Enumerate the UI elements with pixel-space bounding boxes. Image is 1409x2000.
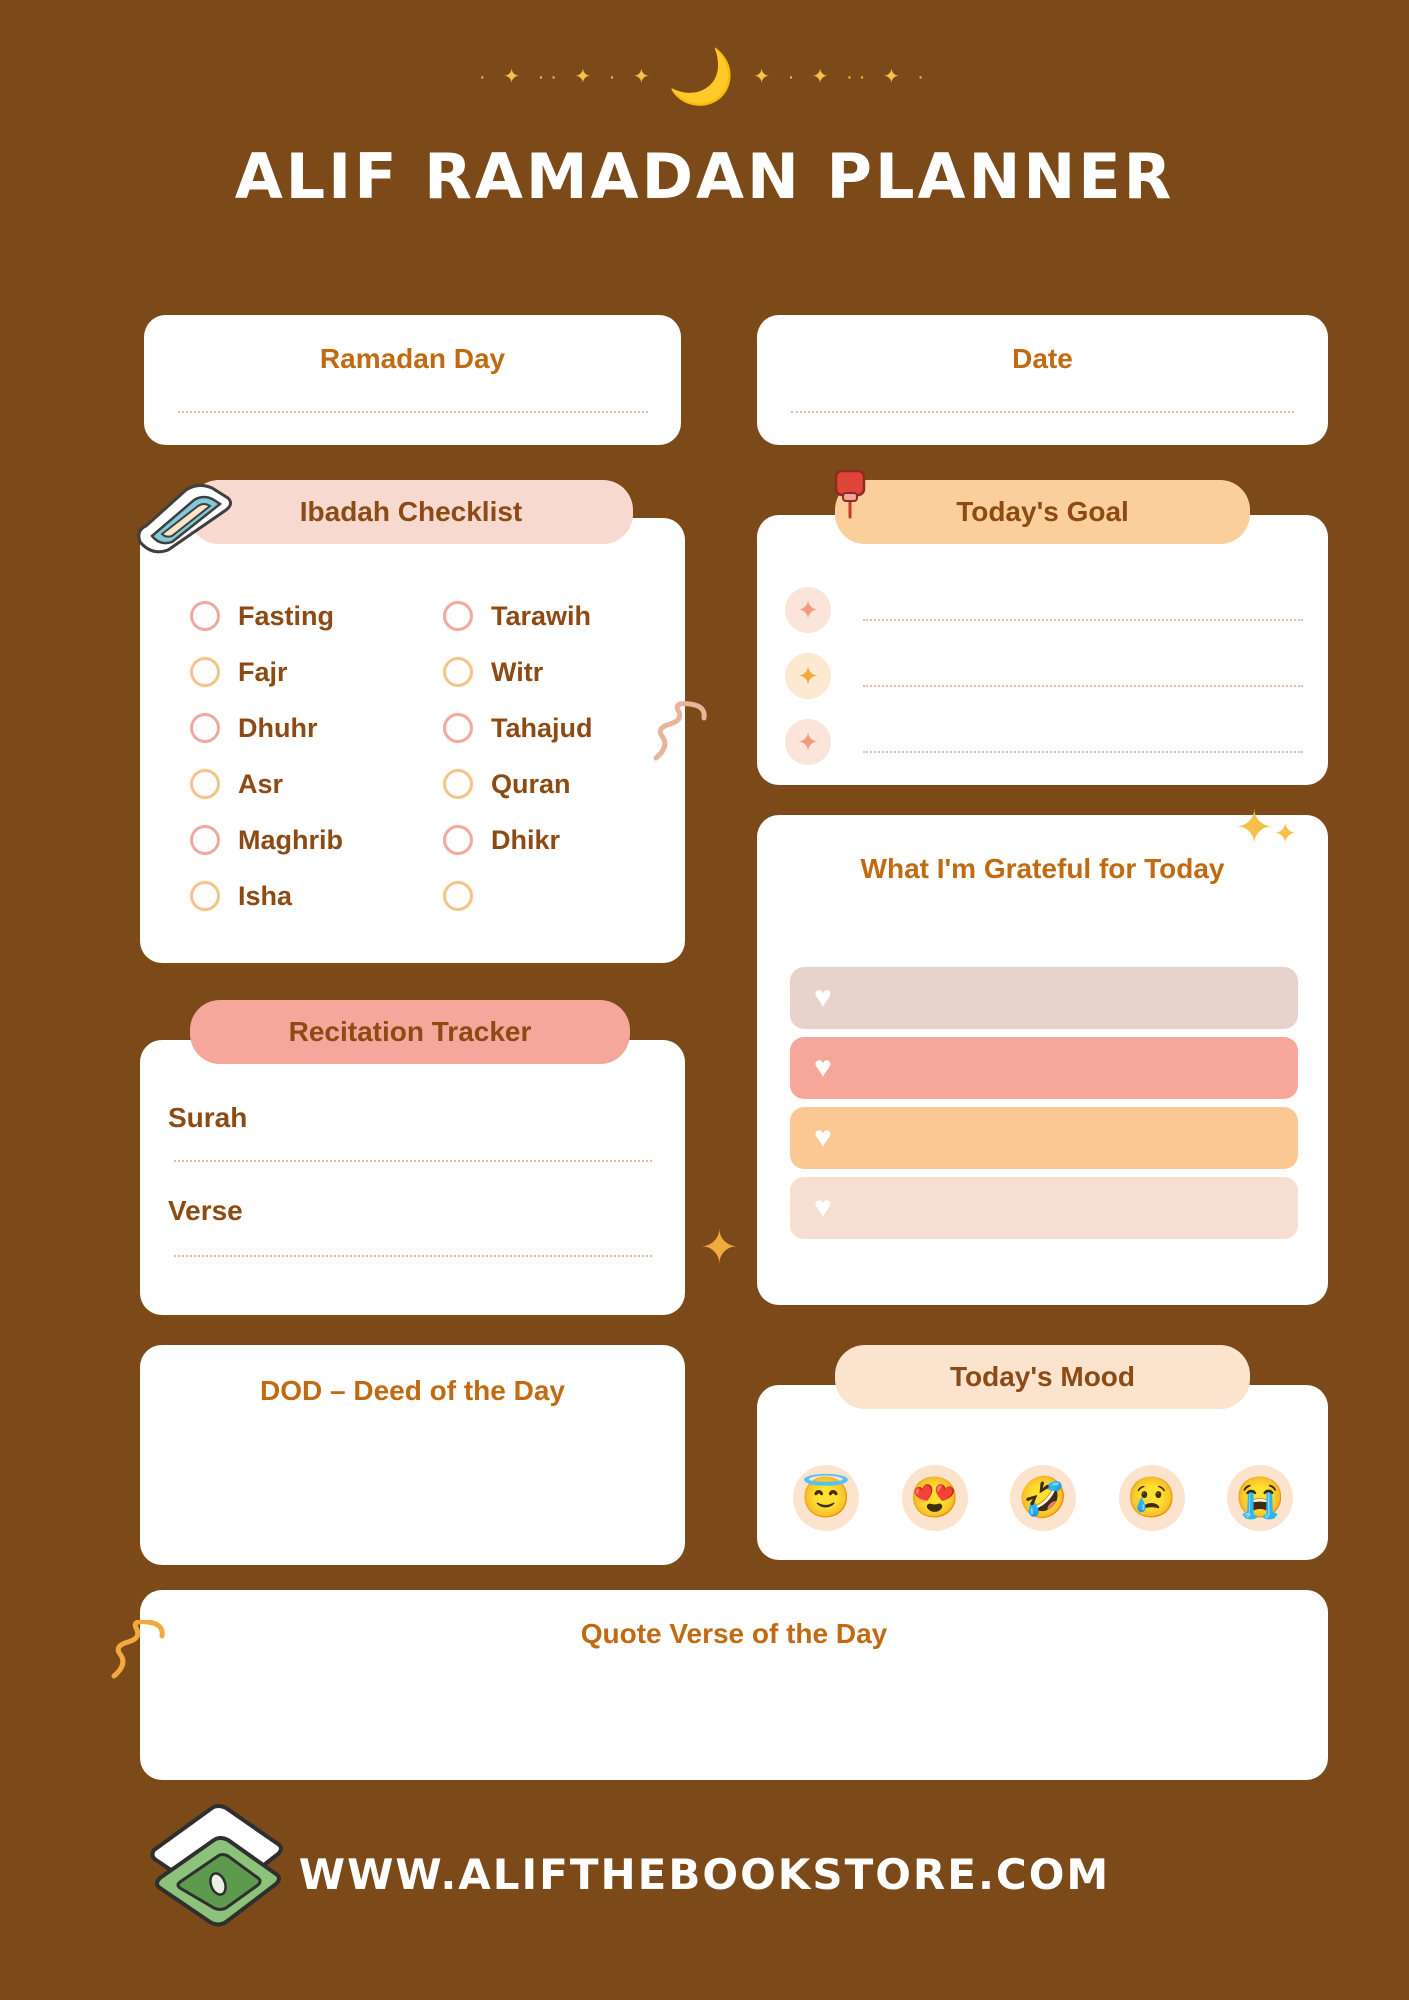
checkbox-icon[interactable] [443,825,473,855]
ibadah-left-column [190,588,343,924]
checkbox-icon[interactable] [443,601,473,631]
mood-options [793,1465,1293,1531]
date-label: Date [1012,343,1073,374]
checkbox-icon[interactable] [190,601,220,631]
date-card [757,315,1328,445]
squiggle-decoration-icon [108,1620,178,1690]
crescent-moon-icon: 🌙 [667,47,742,108]
stars-right-icon: ✦ · ✦ ·· ✦ · [753,66,930,89]
heart-icon: ♥ [814,981,832,1014]
mood-option[interactable]: 😇 [793,1465,859,1531]
grateful-bar[interactable] [790,1107,1298,1169]
date-input[interactable] [791,411,1294,413]
ibadah-right-column [443,588,593,924]
grateful-bar[interactable] [790,967,1298,1029]
grateful-card [757,815,1328,1305]
prayer-rug-icon [128,480,238,560]
deed-of-the-day-card[interactable] [140,1345,685,1565]
todays-goal-title: Today's Goal [835,480,1250,544]
checklist-item[interactable]: Tarawih [443,588,593,644]
checklist-item[interactable]: Isha [190,868,343,924]
checkbox-icon[interactable] [190,881,220,911]
checklist-item[interactable]: Dhikr [443,812,593,868]
checkbox-icon[interactable] [443,657,473,687]
mood-option[interactable]: 🤣 [1010,1465,1076,1531]
stars-left-icon: · ✦ ·· ✦ · ✦ [479,66,656,89]
ramadan-day-label: Ramadan Day [319,343,506,374]
goal-input[interactable] [863,751,1303,753]
checklist-item[interactable]: Maghrib [190,812,343,868]
sparkle-icon: ✦ [785,719,831,765]
verse-label: Verse [168,1195,243,1226]
checkbox-icon[interactable] [190,769,220,799]
grateful-bar[interactable] [790,1037,1298,1099]
heart-icon: ♥ [814,1121,832,1154]
quote-verse-title: Quote Verse of the Day [580,1618,888,1649]
quote-verse-card[interactable] [140,1590,1328,1780]
checklist-item[interactable]: Quran [443,756,593,812]
checklist-item[interactable]: Tahajud [443,700,593,756]
mood-option[interactable]: 😭 [1227,1465,1293,1531]
sparkle-decoration-icon: ✦✦ [1235,801,1298,853]
squiggle-decoration-icon [648,700,718,770]
ramadan-day-card [144,315,681,445]
recitation-tracker-title: Recitation Tracker [190,1000,630,1064]
mood-option[interactable]: 😢 [1119,1465,1185,1531]
checkbox-icon[interactable] [190,713,220,743]
checklist-item[interactable]: Witr [443,644,593,700]
goal-row[interactable] [785,587,1305,635]
checkbox-icon[interactable] [190,825,220,855]
sparkle-icon: ✦ [785,653,831,699]
heart-icon: ♥ [814,1051,832,1084]
checkbox-icon[interactable] [443,881,473,911]
mood-option[interactable]: 😍 [902,1465,968,1531]
ibadah-checklist-title: Ibadah Checklist [189,480,633,544]
deed-of-the-day-title: DOD – Deed of the Day [260,1375,565,1406]
goal-row[interactable] [785,653,1305,701]
sparkle-icon: ✦ [785,587,831,633]
verse-input[interactable] [174,1255,652,1257]
goal-input[interactable] [863,619,1303,621]
surah-label: Surah [168,1102,248,1133]
checkbox-icon[interactable] [190,657,220,687]
grateful-bar[interactable] [790,1177,1298,1239]
recitation-tracker-card [140,1040,685,1315]
ramadan-day-input[interactable] [178,411,648,413]
checklist-item[interactable]: Dhuhr [190,700,343,756]
grateful-title: What I'm Grateful for Today [860,853,1225,884]
top-decoration [0,46,1409,106]
goal-input[interactable] [863,685,1303,687]
checklist-item[interactable]: Fasting [190,588,343,644]
push-pin-icon [828,465,872,521]
goal-row[interactable] [785,719,1305,767]
heart-icon: ♥ [814,1191,832,1224]
checklist-item[interactable]: Fajr [190,644,343,700]
diamond-sparkle-icon: ✦ [700,1221,739,1273]
checklist-item[interactable]: Asr [190,756,343,812]
todays-mood-card [757,1385,1328,1560]
page-title: ALIF RAMADAN PLANNER [234,140,1175,213]
checklist-item[interactable] [443,868,593,924]
surah-input[interactable] [174,1160,652,1162]
website-footer: WWW.ALIFTHEBOOKSTORE.COM [298,1850,1111,1899]
checkbox-icon[interactable] [443,713,473,743]
checkbox-icon[interactable] [443,769,473,799]
todays-goal-card [757,515,1328,785]
todays-mood-title: Today's Mood [835,1345,1250,1409]
